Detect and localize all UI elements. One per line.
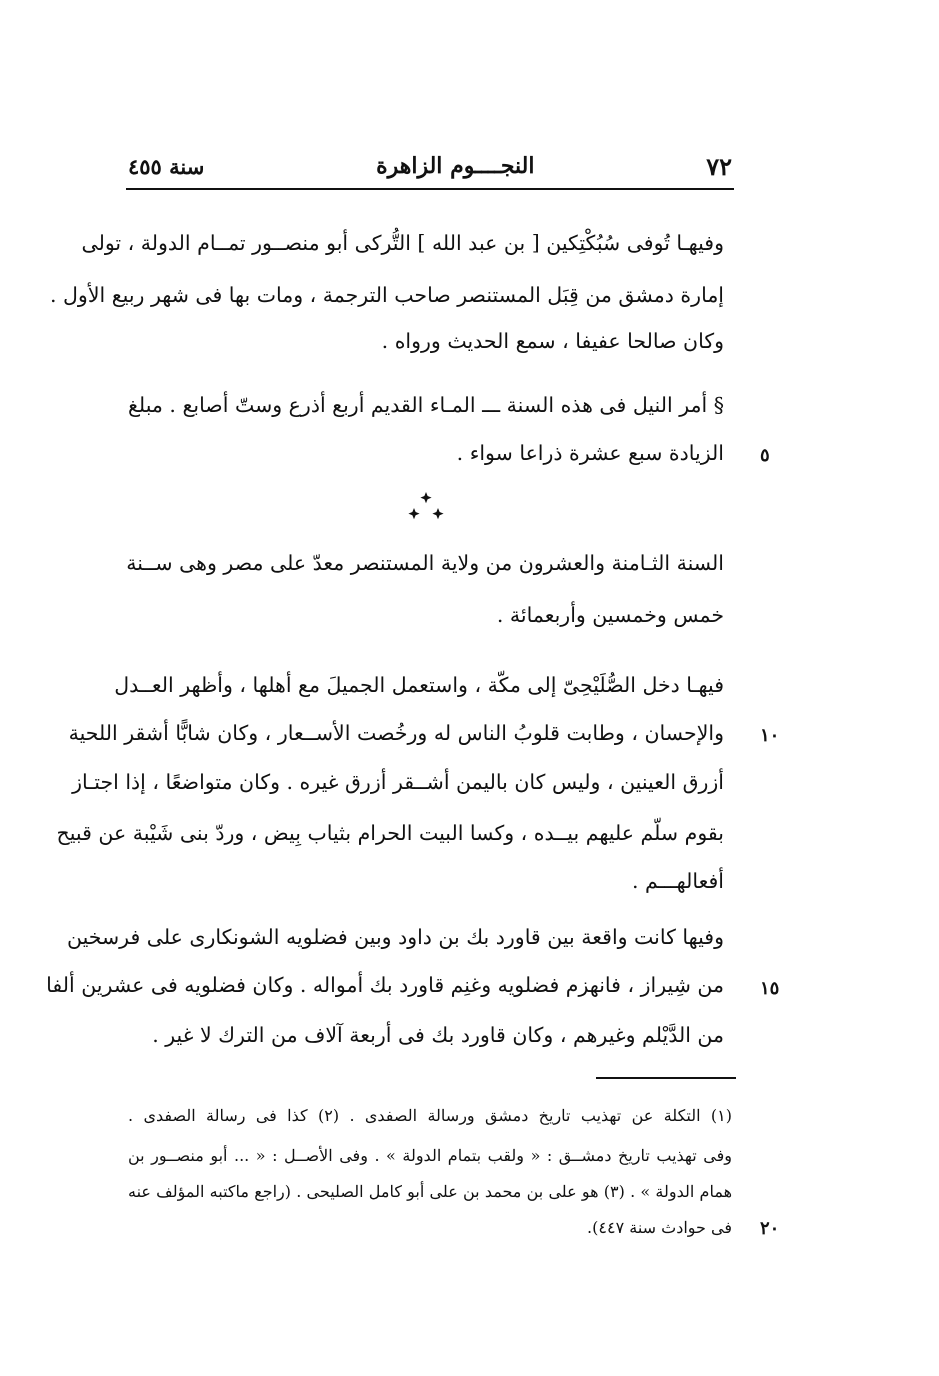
text-line: بقوم سلّم عليهم بيــده ، وكسا البيت الحرام بثياب بِيض ، وردّ بنى شَيْبة عن قبيح <box>56 821 724 845</box>
line-number: ٢٠ <box>760 1218 780 1239</box>
page-number: ٧٢ <box>706 151 732 181</box>
text-line: وفيها كانت واقعة بين قاورد بك بن داود وبين فضلويه الشونكارى على فرسخين <box>66 925 724 949</box>
book-title: النجــــوم الزاهرة <box>376 153 535 179</box>
year-heading: سنة ٤٥٥ <box>128 153 205 179</box>
text-line: من شِيراز ، فانهزم فضلويه وغنِم قاورد بك أمواله . وكان فضلويه فى عشرين ألفا <box>46 973 724 997</box>
running-header <box>128 146 732 186</box>
text-line: السنة الثـامنة والعشرون من ولاية المستنصر معدّ على مصر وهى ســنة <box>126 551 724 575</box>
footnote-line: همام الدولة » . (٣) هو على بن محمد بن على أبو كامل الصليحى . (راجع ماكتبه المؤلف عنه <box>128 1182 733 1201</box>
text-line: فيهـا دخل الصُّلَيْحِىّ إلى مكّة ، واستعمل الجميلَ مع أهلها ، وأظهر العــدل <box>114 673 724 697</box>
text-line: خمس وخمسين وأربعمائة . <box>496 603 724 627</box>
text-line: الزيادة سبع عشرة ذراعا سواء . <box>456 441 724 465</box>
text-line: من الدَّيْلم وغيرهم ، وكان قاورد بك فى أربعة آلاف من الترك لا غير . <box>152 1023 724 1047</box>
text-line: إمارة دمشق من قِبَل المستنصر صاحب الترجمة ، ومات بها فى شهر ربيع الأول . <box>50 283 724 307</box>
line-number: ١٥ <box>760 978 780 999</box>
footnote-line: وفى تهذيب تاريخ دمشــق : « ولقب بتمام الدولة » . وفى الأصــل : « ... أبو منصــور بن <box>128 1146 732 1165</box>
footnote-line: (١) التكلة عن تهذيب تاريخ دمشق ورسالة الصفدى . (٢) كذا فى رسالة الصفدى . <box>128 1106 733 1125</box>
text-line: § أمر النيل فى هذه السنة ـــ المـاء القديم أربع أذرع وستّ أصابع . مبلغ <box>128 393 724 417</box>
line-number: ١٠ <box>760 725 780 746</box>
text-line: وكان صالحا عفيفا ، سمع الحديث ورواه . <box>381 329 724 353</box>
footnote-line: فى حوادث سنة ٤٤٧). <box>587 1218 732 1237</box>
text-line: أزرق العينين ، وليس كان باليمن أشــقر أزرق غيره . وكان متواضعًا ، إذا اجتـاز <box>72 770 724 794</box>
header-rule <box>126 188 734 190</box>
star-ornament-icon <box>404 488 448 524</box>
line-number: ٥ <box>760 445 770 466</box>
text-line: وفيهـا تُوفى سُبُكْتِكين [ بن عبد الله ] التُّركى أبو منصــور تمــام الدولة ، تولى <box>81 231 724 255</box>
text-line: أفعالهـــم . <box>631 869 724 893</box>
text-line: والإحسان ، وطابت قلوبُ الناس له ورخُصت الأســعار ، وكان شابًّا أشقر اللحية <box>68 721 724 745</box>
footnote-rule <box>596 1077 736 1079</box>
